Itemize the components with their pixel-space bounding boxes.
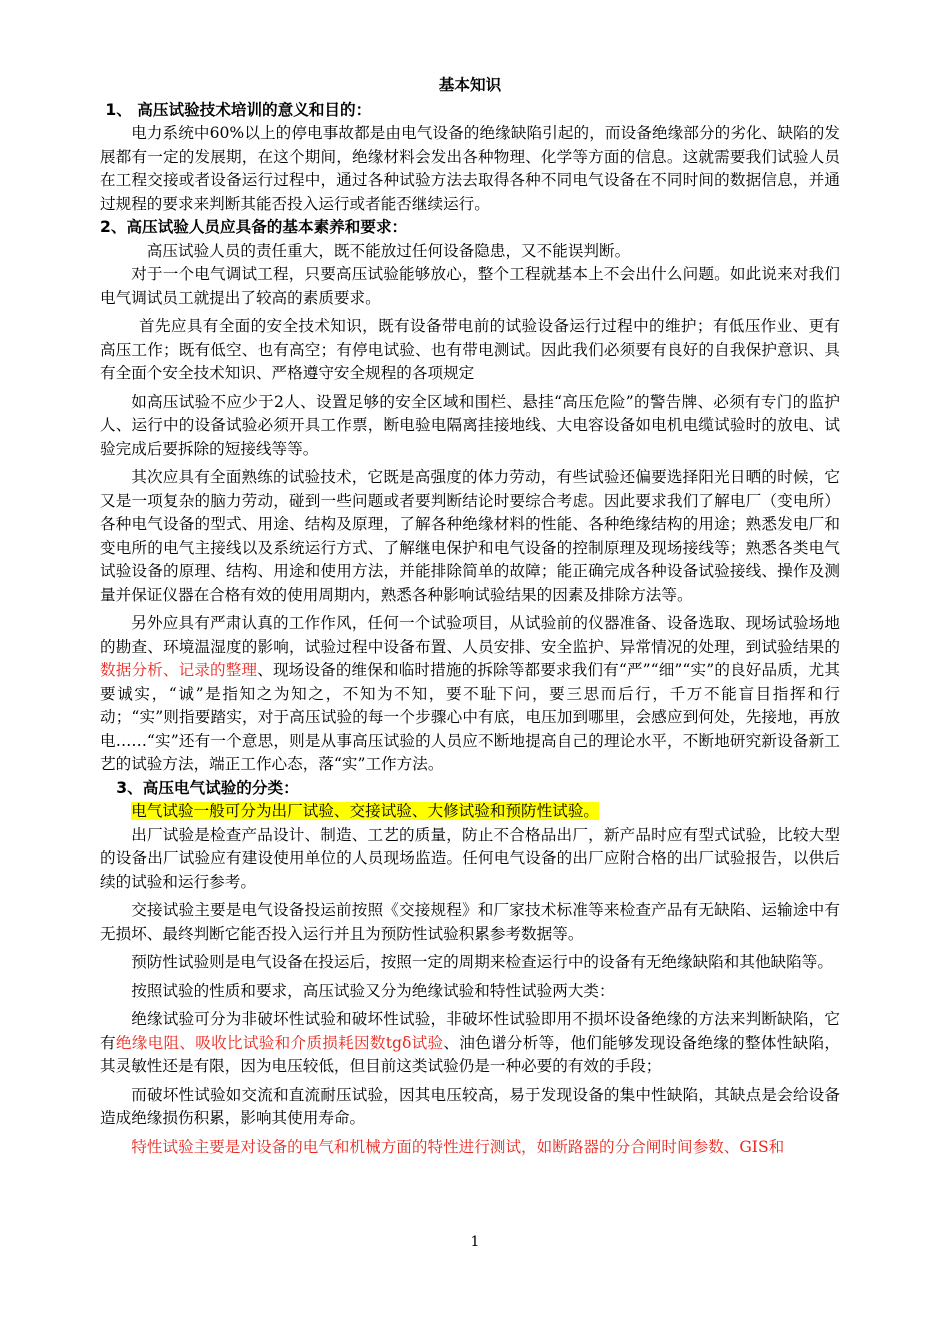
section-1-heading: 1、 高压试验技术培训的意义和目的：: [100, 100, 372, 119]
paragraph: 对于一个电气调试工程，只要高压试验能够放心，整个工程就基本上不会出什么问题。如此说来对我们电气调试员工就提出了较高的素质要求。: [100, 265, 840, 307]
highlighted-text: 电气试验一般可分为出厂试验、交接试验、大修试验和预防性试验。: [131, 802, 600, 820]
section-3-heading: 3、高压电气试验的分类：: [100, 778, 299, 797]
section-2-heading: 2、高压试验人员应具备的基本素养和要求：: [100, 218, 408, 236]
highlighted-paragraph: [100, 800, 840, 824]
paragraph: 出厂试验是检查产品设计、制造、工艺的质量，防止不合格品出厂，新产品时应有型式试验，比较大型的设备出厂试验应有建设使用单位的人员现场监造。任何电气设备的出厂应附合格的出厂试验报告，以供后续的试验和运行参考。: [100, 825, 840, 891]
paragraph: 如高压试验不应少于2人、设置足够的安全区域和围栏、悬挂“高压危险”的警告牌、必须有专门的监护人、运行中的设备试验必须开具工作票，断电验电隔离挂接地线、大电容设备如电机电缆试验时的放电、试验完成后要拆除的短接线等等。: [100, 392, 840, 458]
paragraph: 首先应具有全面的安全技术知识，既有设备带电前的试验设备运行过程中的维护；有低压作业、更有高压工作；既有低空、也有高空；有停电试验、也有带电测试。因此我们必须要有良好的自我保护意识、具有全面个安全技术知识、严格遵守安全规程的各项规定: [100, 317, 840, 382]
red-emphasis-text: 特性试验主要是对设备的电气和机械方面的特性进行测试，如断路器的分合闸时间参数、GIS和: [131, 1137, 785, 1156]
paragraph: 绝缘试验可分为非破坏性试验和破坏性试验，非破坏性试验即用不损坏设备绝缘的方法来判断缺陷，它有绝缘电阻、吸收比试验和介质损耗因数tgδ试验、油色谱分析等，他们能够发现设备绝缘的整体性缺陷，其灵敏性还是有限，因为电压较低，但目前这类试验仍是一种必要的有效的手段；: [100, 1010, 840, 1075]
red-emphasis-text: 数据分析、记录的整理: [100, 661, 258, 679]
paragraph: 预防性试验则是电气设备在投运后，按照一定的周期来检查运行中的设备有无绝缘缺陷和其他缺陷等。: [131, 953, 833, 971]
paragraph: [100, 1136, 840, 1160]
red-emphasis-text: 绝缘电阻、吸收比试验和介质损耗因数tgδ试验: [115, 1033, 444, 1052]
paragraph: 高压试验人员的责任重大，既不能放过任何设备隐患，又不能误判断。: [146, 241, 631, 260]
document-title: 基本知识: [438, 76, 502, 94]
paragraph: 其次应具有全面熟练的试验技术，它既是高强度的体力劳动，有些试验还偏要选择阳光日晒的时候，它又是一项复杂的脑力劳动，碰到一些问题或者要判断结论时要综合考虑。因此要求我们了解电厂（变电所）各种电气设备的型式、用途、结构及原理，了解各种绝缘材料的性能、各种绝缘结构的用途；熟悉发电厂和变电所的电气主接线以及系统运行方式、了解继电保护和电气设备的控制原理及现场接线等；熟悉各类电气试验设备的原理、结构、用途和使用方法，并能排除简单的故障；能正确完成各种设备试验接线、操作及测量并保证仪器在合格有效的使用周期内，熟悉各种影响试验结果的因素及排除方法等。: [100, 468, 840, 604]
paragraph: 另外应具有严肃认真的工作作风，任何一个试验项目，从试验前的仪器准备、设备选取、现场试验场地的勘查、环境温湿度的影响，试验过程中设备布置、人员安排、安全监护、异常情况的处理，到试验结果的数据分析、记录的整理、现场设备的维保和临时措施的拆除等都要求我们有“严”“细”“实”的良好品质，尤其要诚实，“诚”是指知之为知之，不知为不知，要不耻下问，要三思而后行，千万不能盲目指挥和行动；“实”则指要踏实，对于高压试验的每一个步骤心中有底，电压加到哪里，会感应到何处，先接地，再放电……“实”还有一个意思，则是从事高压试验的人员应不断地提高自己的理论水平，不断地研究新设备新工艺的试验方法，端正工作心态，落“实”工作方法。: [100, 614, 840, 773]
paragraph: 交接试验主要是电气设备投运前按照《交接规程》和厂家技术标准等来检查产品有无缺陷、运输途中有无损坏、最终判断它能否投入运行并且为预防性试验积累参考数据等。: [100, 901, 840, 943]
paragraph: 而破坏性试验如交流和直流耐压试验，因其电压较高，易于发现设备的集中性缺陷，其缺点是会给设备造成绝缘损伤积累，影响其使用寿命。: [100, 1085, 840, 1127]
paragraph: 电力系统中60%以上的停电事故都是由电气设备的绝缘缺陷引起的，而设备绝缘部分的劣化、缺陷的发展都有一定的发展期，在这个期间，绝缘材料会发出各种物理、化学等方面的信息。这就需要我们试验人员在工程交接或者设备运行过程中，通过各种试验方法去取得各种不同电气设备在不同时间的数据信息，并通过规程的要求来判断其能否投入运行或者能否继续运行。: [100, 124, 840, 213]
paragraph: 按照试验的性质和要求，高压试验又分为绝缘试验和特性试验两大类：: [131, 981, 615, 1000]
page-number: 1: [470, 1234, 480, 1250]
document-body: [100, 74, 840, 1164]
